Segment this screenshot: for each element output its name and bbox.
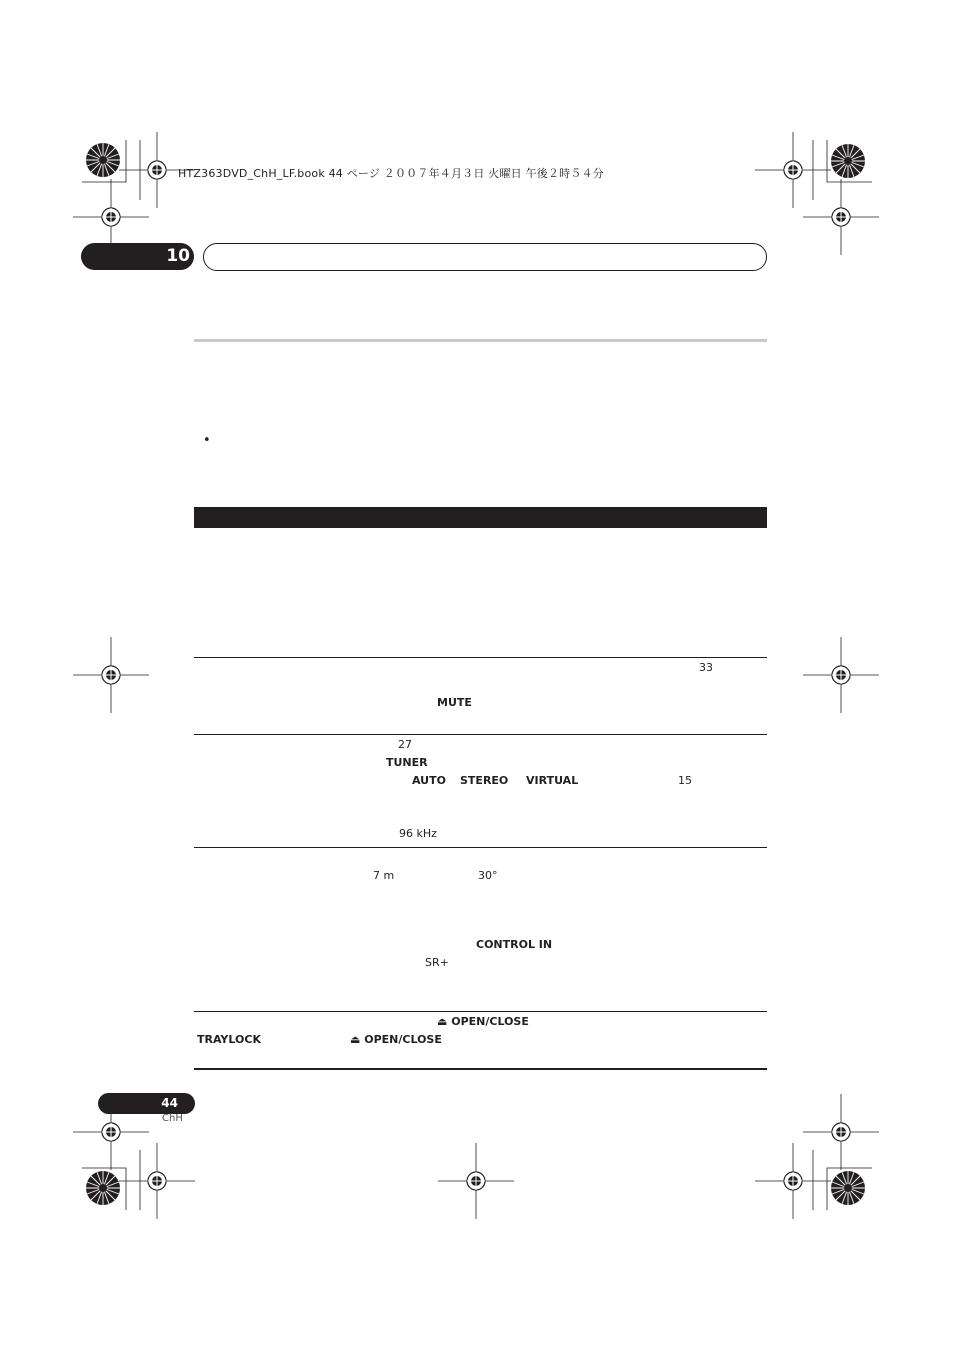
page-reference: 15 [678,774,692,787]
tuner-label: TUNER [386,756,428,769]
bullet-point: • [203,433,211,448]
table-row-divider [194,1011,767,1012]
frequency-value: 96 kHz [399,827,437,840]
mute-label: MUTE [437,696,472,709]
page-number-tab [98,1093,195,1114]
virtual-label: VIRTUAL [526,774,579,787]
language-code: ChH [162,1113,183,1124]
chapter-number: 10 [166,246,190,266]
chapter-title-box [203,243,767,271]
table-bottom-rule [194,1068,767,1070]
table-row-divider [194,847,767,848]
table-header-bar [194,507,767,528]
angle-value: 30° [478,869,498,882]
page-reference: 27 [398,738,412,751]
traylock-label: TRAYLOCK [197,1033,261,1046]
section-rule [194,339,767,342]
open-close-label: ⏏ OPEN/CLOSE [437,1015,529,1028]
sr-plus-label: SR+ [425,956,449,969]
page-reference: 33 [699,661,713,674]
auto-label: AUTO [412,774,446,787]
distance-value: 7 m [373,869,395,882]
stereo-label: STEREO [460,774,509,787]
table-row-divider [194,657,767,658]
open-close-label: ⏏ OPEN/CLOSE [350,1033,442,1046]
print-file-info: HTZ363DVD_ChH_LF.book 44 ページ ２００７年４月３日 火曜日 午後２時５４分 [178,167,604,180]
table-row-divider [194,734,767,735]
control-in-label: CONTROL IN [476,938,553,951]
page-number: 44 [161,1096,178,1110]
